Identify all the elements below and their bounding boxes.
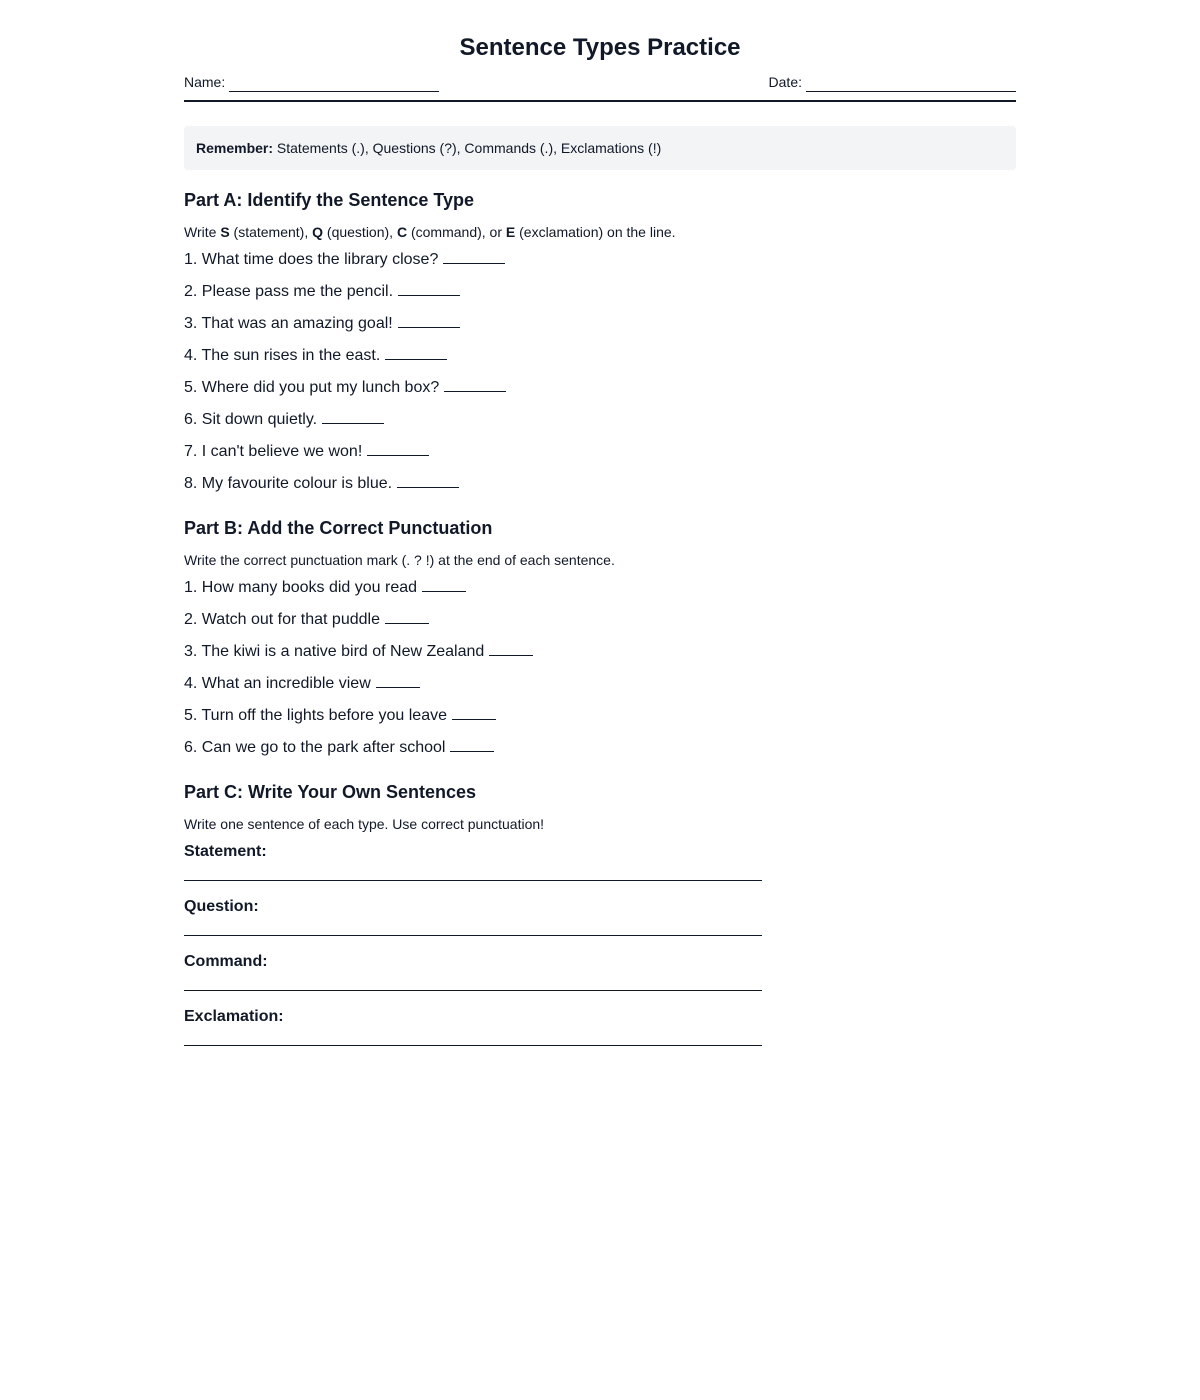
part-b-heading: Part B: Add the Correct Punctuation: [184, 518, 493, 538]
instruction-text: Write: [184, 224, 221, 240]
instruction-code-c: C: [396, 224, 408, 240]
question-item: [184, 640, 1016, 664]
reminder-box: [184, 126, 1016, 170]
date-field: [769, 72, 1016, 92]
question-text: 4. What an incredible view: [184, 675, 371, 692]
answer-blank[interactable]: [398, 313, 460, 328]
name-blank[interactable]: [229, 77, 439, 92]
punctuation-blank[interactable]: [450, 737, 494, 752]
page-title: Sentence Types Practice: [459, 34, 741, 61]
question-text: 1. How many books did you read: [184, 579, 418, 596]
question-text: 3. The kiwi is a native bird of New Zealand: [184, 643, 485, 660]
question-item: [184, 312, 1016, 336]
question-item: [184, 248, 1016, 272]
question-item: [184, 704, 1016, 728]
punctuation-blank[interactable]: [385, 609, 429, 624]
command-write-line[interactable]: [184, 974, 762, 991]
question-text: 4. The sun rises in the east.: [184, 347, 381, 364]
answer-blank[interactable]: [385, 345, 447, 360]
question-text: 5. Turn off the lights before you leave: [184, 707, 447, 724]
answer-blank[interactable]: [443, 249, 505, 264]
question-item: [184, 408, 1016, 432]
name-label: Name:: [184, 74, 226, 90]
question-item: [184, 736, 1016, 760]
question-write-line[interactable]: [184, 919, 762, 936]
punctuation-blank[interactable]: [489, 641, 533, 656]
instruction-code-q: Q: [312, 224, 324, 240]
statement-write-line[interactable]: [184, 864, 762, 881]
name-date-row: [184, 72, 1016, 102]
date-label: Date:: [768, 74, 802, 90]
answer-blank[interactable]: [367, 441, 429, 456]
exclamation-write-block: [184, 1005, 1016, 1046]
answer-blank[interactable]: [397, 473, 459, 488]
punctuation-blank[interactable]: [452, 705, 496, 720]
part-a-instructions: [184, 222, 1016, 242]
reminder-text: Statements (.), Questions (?), Commands (.), Exclamations (!): [273, 140, 662, 156]
question-text: 1. What time does the library close?: [184, 251, 439, 268]
instruction-text: (exclamation) on the line.: [515, 224, 676, 240]
question-item: [184, 440, 1016, 464]
question-item: [184, 472, 1016, 496]
part-a-question-list: [184, 248, 1016, 496]
exclamation-write-line[interactable]: [184, 1029, 762, 1046]
question-text: 6. Can we go to the park after school: [184, 739, 446, 756]
instruction-code-e: E: [505, 224, 516, 240]
instruction-text: (statement),: [229, 224, 313, 240]
reminder-label: Remember:: [196, 140, 274, 156]
question-item: [184, 608, 1016, 632]
question-text: 8. My favourite colour is blue.: [184, 475, 393, 492]
question-text: 7. I can't believe we won!: [184, 443, 363, 460]
part-a-section: [184, 188, 1016, 496]
instruction-text: (command), or: [407, 224, 506, 240]
instruction-text: (question),: [323, 224, 397, 240]
part-b-question-list: [184, 576, 1016, 760]
worksheet-page: [184, 0, 1016, 1046]
name-field: [184, 72, 439, 92]
date-blank[interactable]: [806, 77, 1016, 92]
part-c-instructions: Write one sentence of each type. Use correct punctuation!: [184, 816, 545, 832]
question-text: 5. Where did you put my lunch box?: [184, 379, 440, 396]
question-text: 3. That was an amazing goal!: [184, 315, 393, 332]
question-write-block: [184, 895, 1016, 936]
statement-write-block: [184, 840, 1016, 881]
statement-label: Statement:: [184, 843, 267, 860]
command-write-block: [184, 950, 1016, 991]
question-text: 6. Sit down quietly.: [184, 411, 318, 428]
punctuation-blank[interactable]: [376, 673, 420, 688]
question-item: [184, 344, 1016, 368]
question-item: [184, 376, 1016, 400]
answer-blank[interactable]: [444, 377, 506, 392]
instruction-code-s: S: [220, 224, 230, 240]
question-text: 2. Watch out for that puddle: [184, 611, 380, 628]
part-b-section: [184, 516, 1016, 760]
exclamation-label: Exclamation:: [184, 1008, 284, 1025]
part-c-section: [184, 780, 1016, 1046]
command-label: Command:: [184, 953, 268, 970]
question-label: Question:: [184, 898, 259, 915]
question-item: [184, 576, 1016, 600]
answer-blank[interactable]: [322, 409, 384, 424]
part-c-heading: Part C: Write Your Own Sentences: [184, 782, 477, 802]
part-b-instructions: Write the correct punctuation mark (. ? !) at the end of each sentence.: [184, 552, 615, 568]
question-item: [184, 280, 1016, 304]
part-a-heading: Part A: Identify the Sentence Type: [184, 190, 475, 210]
question-text: 2. Please pass me the pencil.: [184, 283, 394, 300]
question-item: [184, 672, 1016, 696]
punctuation-blank[interactable]: [422, 577, 466, 592]
answer-blank[interactable]: [398, 281, 460, 296]
